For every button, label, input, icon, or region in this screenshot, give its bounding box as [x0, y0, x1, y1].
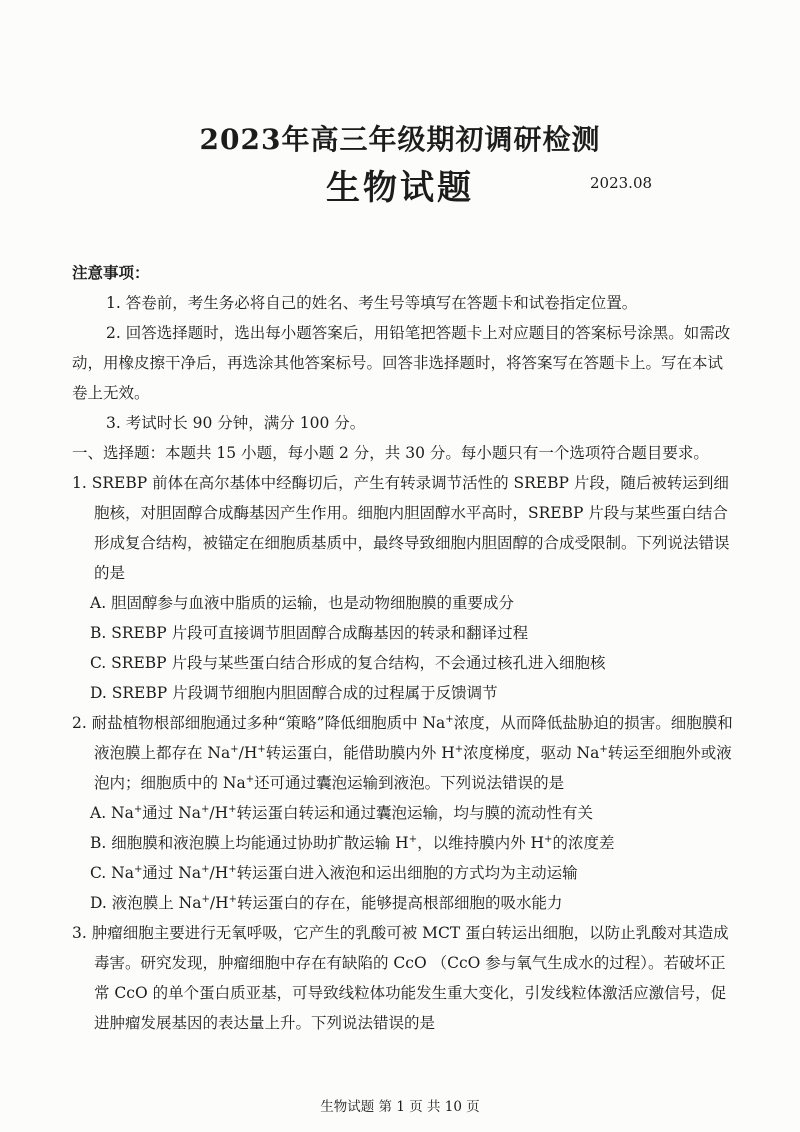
page-footer: 生物试题 第 1 页 共 10 页 — [320, 1099, 480, 1115]
text-segment: B. 细胞膜和液泡膜上均能通过协助扩散运输 H — [90, 834, 409, 852]
exam-title: 2023年高三年级期初调研检测 — [199, 123, 601, 156]
text-segment: 还可通过囊泡运输到液泡。下列说法错误的是 — [254, 774, 565, 792]
question-3-stem: 3. 肿瘤细胞主要进行无氧呼吸，它产生的乳酸可被 MCT 蛋白转运出细胞，以防止乳酸对其造成毒害。研究发现，肿瘤细胞中存在有缺陷的 CcO （CcO 参与氧气生成水的过程）。若破坏正常 CcO 的单个蛋白质亚基，可导致线粒体功能发生重大变化，引发线粒体激活应激信号，促进肿瘤发展基因的表达量上升。下列说法错误的是 — [72, 924, 729, 1032]
question-1-option-b: B. SREBP 片段可直接调节胆固醇合成酶基因的转录和翻译过程 — [90, 624, 529, 642]
text-segment: /H — [209, 864, 229, 882]
text-segment: ，以维持膜内外 H — [417, 834, 545, 852]
text-segment: 转运蛋白的存在，能够提高根部细胞的吸水能力 — [237, 894, 563, 912]
charge-superscript: + — [230, 743, 239, 755]
charge-superscript: + — [599, 743, 608, 755]
text-segment: /H — [209, 804, 229, 822]
charge-superscript: + — [200, 803, 210, 815]
charge-superscript: + — [228, 803, 237, 815]
notice-item-3: 3. 考试时长 90 分钟，满分 100 分。 — [106, 414, 366, 432]
question-1-option-c: C. SREBP 片段与某些蛋白结合形成的复合结构，不会通过核孔进入细胞核 — [90, 654, 606, 672]
text-segment: /H — [209, 894, 229, 912]
charge-superscript: + — [445, 713, 454, 725]
exam-content — [72, 258, 736, 1038]
exam-subtitle: 生物试题 — [326, 168, 474, 208]
text-segment: 转运至细胞外或液泡内；细胞质中的 Na — [94, 744, 732, 792]
question-1-option-a: A. 胆固醇参与血液中脂质的运输，也是动物细胞膜的重要成分 — [90, 594, 515, 612]
charge-superscript: + — [408, 833, 418, 845]
question-1-stem: 1. SREBP 前体在高尔基体中经酶切后，产生有转录调节活性的 SREBP 片段，随后被转运到细胞核，对胆固醇合成酶基因产生作用。细胞内胆固醇水平高时，SREBP 片段与某些蛋白结合形成复合结构，被锚定在细胞质基质中，最终导致细胞内胆固醇的合成受限制。下列说法错误的是 — [72, 474, 730, 582]
text-segment: C. Na — [90, 864, 134, 882]
text-segment: A. Na — [90, 804, 134, 822]
question-2-option-c — [72, 858, 736, 888]
charge-superscript: + — [228, 893, 237, 905]
notice-heading: 注意事项： — [72, 263, 150, 282]
question-2-option-b — [72, 828, 736, 858]
text-segment: D. 液泡膜上 Na — [90, 894, 202, 912]
charge-superscript: + — [133, 863, 143, 875]
charge-superscript: + — [201, 863, 210, 875]
charge-superscript: + — [245, 773, 255, 785]
notice-item-2: 2. 回答选择题时，选出每小题答案后，用铅笔把答题卡上对应题目的答案标号涂黑。如需改动，用橡皮擦干净后，再选涂其他答案标号。回答非选择题时，将答案写在答题卡上。写在本试卷上无效。 — [72, 324, 731, 402]
charge-superscript: + — [133, 803, 143, 815]
text-segment: 的浓度差 — [552, 834, 615, 852]
charge-superscript: + — [544, 833, 553, 845]
charge-superscript: + — [257, 743, 266, 755]
notice-item-1: 1. 答卷前，考生务必将自己的姓名、考生号等填写在答题卡和试卷指定位置。 — [106, 294, 638, 312]
charge-superscript: + — [228, 863, 237, 875]
text-segment: 转运蛋白转运和通过囊泡运输，均与膜的流动性有关 — [236, 804, 594, 822]
text-segment: 浓度梯度，驱动 Na — [463, 744, 600, 762]
question-2-option-a — [72, 798, 736, 828]
section-heading: 一、选择题：本题共 15 小题，每小题 2 分，共 30 分。每小题只有一个选项符合题目要求。 — [72, 444, 709, 462]
charge-superscript: + — [201, 893, 210, 905]
question-1-option-d: D. SREBP 片段调节细胞内胆固醇合成的过程属于反馈调节 — [90, 684, 498, 702]
text-segment: 转运蛋白，能借助膜内外 H — [265, 744, 455, 762]
question-2-stem — [72, 708, 736, 798]
text-segment: 转运蛋白进入液泡和运出细胞的方式均为主动运输 — [236, 864, 578, 882]
text-segment: 浓度，从而降低盐胁迫的损害。细胞膜和液泡膜上都存在 Na — [94, 714, 733, 762]
exam-date: 2023.08 — [590, 174, 653, 192]
text-segment: 通过 Na — [142, 804, 201, 822]
question-2-option-d — [72, 888, 736, 918]
charge-superscript: + — [454, 743, 464, 755]
text-segment: /H — [238, 744, 258, 762]
text-segment: 2. 耐盐植物根部细胞通过多种“策略”降低细胞质中 Na — [72, 714, 446, 732]
text-segment: 通过 Na — [142, 864, 202, 882]
